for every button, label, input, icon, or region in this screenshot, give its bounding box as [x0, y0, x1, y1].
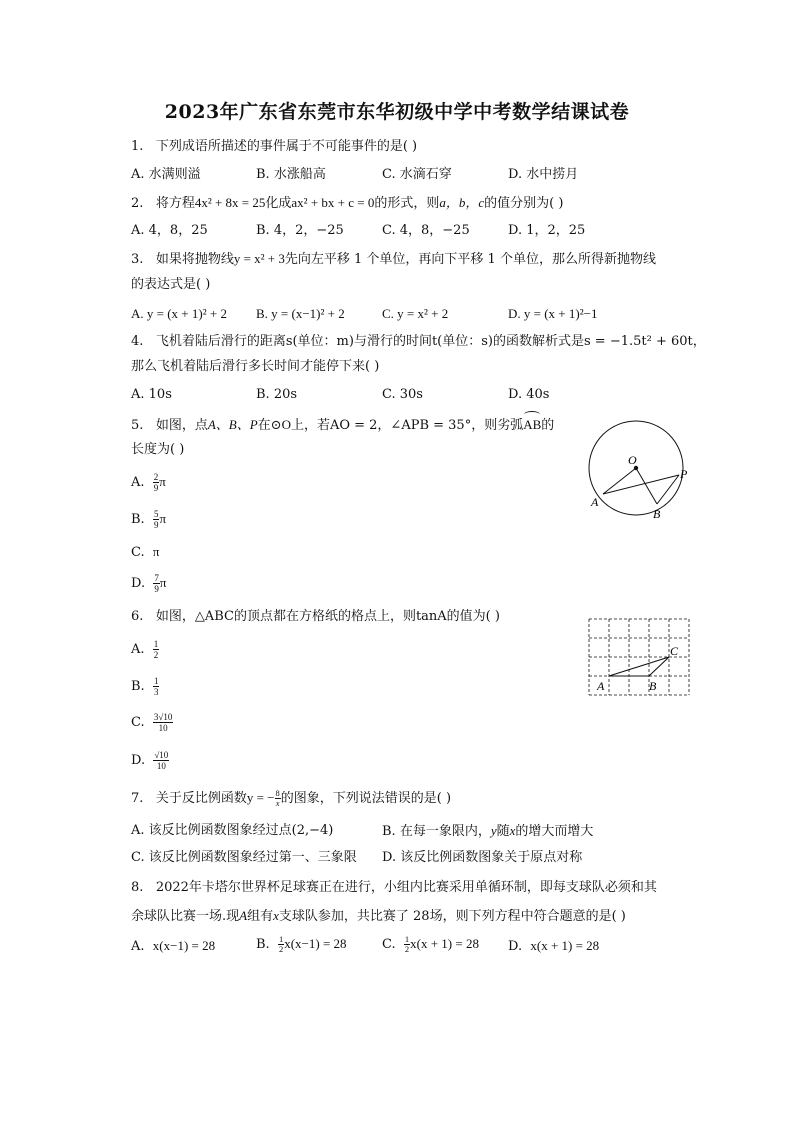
variable: A: [239, 908, 248, 923]
question-text: 将方程: [155, 196, 195, 211]
denominator: x: [275, 798, 280, 808]
q1-option-a: A. 水满则溢: [131, 167, 201, 182]
question-text: 的: [541, 418, 555, 433]
q4-option-b: B. 20s: [256, 387, 298, 402]
question-7: [131, 789, 451, 808]
question-number: 2.: [131, 196, 144, 211]
option-label: C.: [382, 937, 396, 952]
numerator: 1: [153, 676, 159, 686]
equation: y = x² + 3: [233, 251, 285, 266]
option-label: C.: [131, 715, 145, 730]
question-text: 的形式，则: [374, 196, 440, 211]
label-b: B: [649, 679, 657, 693]
option-label: C.: [131, 545, 145, 560]
circle-figure: [585, 420, 695, 526]
question-4: [131, 333, 706, 350]
q2-option-d: D. 1，2，25: [508, 223, 586, 238]
label-c: C: [670, 644, 679, 658]
question-3-line-2: 的表达式是( ): [131, 277, 211, 292]
option-text: 随: [496, 824, 510, 839]
option-label: D.: [131, 576, 146, 591]
q8-option-b: [256, 935, 347, 954]
q1-option-c: C. 水滴石穿: [382, 167, 452, 182]
grid-figure: [586, 616, 692, 698]
q8-option-a: [131, 937, 215, 955]
numerator: 5: [153, 509, 159, 519]
option-label: A.: [131, 642, 145, 657]
question-text: 下列成语所描述的事件属于不可能事件的是( ): [155, 139, 418, 154]
option-expression: x(x + 1) = 28: [410, 936, 479, 951]
question-3: [131, 250, 656, 268]
q1-option-d: D. 水中捞月: [508, 167, 579, 182]
q3-option-b: B. y = (x−1)² + 2: [256, 306, 345, 321]
q1-option-b: B. 水涨船高: [256, 167, 326, 182]
numerator: 1: [404, 934, 410, 944]
pi-symbol: π: [159, 575, 167, 590]
question-2: [131, 194, 563, 212]
option-label: A.: [131, 939, 145, 954]
denominator: 2: [278, 944, 284, 954]
question-text: 先向左平移 1 个单位，再向下平移 1 个单位，那么所得新抛物线: [284, 252, 656, 267]
q8-option-d: [508, 937, 599, 955]
question-number: 8.: [131, 880, 144, 895]
q4-option-a: A. 10s: [131, 387, 172, 402]
label-a: A: [597, 679, 605, 693]
question-text: 的图象，下列说法错误的是( ): [280, 791, 452, 806]
denominator: 10: [156, 761, 166, 771]
question-6: [131, 608, 500, 625]
question-text: 如果将抛物线: [155, 252, 234, 267]
question-text: 上，若AO = 2，∠APB = 35°，则劣弧: [290, 418, 524, 433]
option-label: D.: [508, 939, 523, 954]
numerator: 8: [275, 788, 280, 798]
option-expression: x(x−1) = 28: [152, 938, 216, 953]
label-a: A: [591, 495, 599, 509]
question-5-line-2: 长度为( ): [131, 442, 185, 457]
q7-option-b: [382, 822, 593, 840]
q7-option-a: A. 该反比例函数图象经过点(2,−4): [131, 823, 334, 838]
label-p: P: [680, 467, 688, 481]
option-text: 的增大而增大: [515, 824, 594, 839]
denominator: 2: [153, 650, 159, 660]
arc-label: AB: [523, 414, 541, 433]
denominator: 2: [404, 944, 410, 954]
variable: x: [509, 823, 516, 838]
numerator: 2: [153, 472, 159, 482]
q4-option-d: D. 40s: [508, 387, 550, 402]
question-text: 如图，点: [155, 418, 208, 433]
equation: ax² + bx + c = 0: [291, 195, 375, 210]
q4-option-c: C. 30s: [382, 387, 423, 402]
equation: 4x² + 8x = 25: [194, 195, 266, 210]
question-1: [131, 138, 417, 155]
option-expression: x(x + 1) = 28: [530, 938, 600, 953]
question-number: 4.: [131, 334, 144, 349]
numerator: 7: [154, 573, 159, 583]
question-text: 关于反比例函数: [155, 791, 247, 806]
page-title: 2023年广东省东莞市东华初级中学中考数学结课试卷: [164, 101, 630, 123]
fraction: [153, 676, 160, 697]
q5-option-b: [131, 509, 166, 530]
denominator: 3: [153, 687, 159, 697]
q6-option-d: [131, 750, 169, 771]
question-4-line-2: 那么飞机着陆后滑行多长时间才能停下来( ): [131, 359, 380, 374]
triangle-abc: [609, 657, 669, 676]
question-number: 3.: [131, 252, 144, 267]
question-text: 在: [257, 418, 271, 433]
numerator: 3√10: [153, 712, 173, 722]
question-text: 化成: [265, 196, 292, 211]
option-value: π: [152, 544, 160, 559]
function-head: y = −: [246, 790, 275, 805]
question-number: 5.: [131, 418, 144, 433]
numerator: √10: [154, 750, 169, 760]
question-text: 如图，△ABC的顶点都在方格纸的格点上，则tanA的值为( ): [155, 609, 500, 624]
label-b: B: [653, 507, 661, 521]
q6-option-b: [131, 676, 159, 697]
question-number: 6.: [131, 609, 144, 624]
option-label: D.: [131, 753, 146, 768]
option-label: B.: [131, 512, 145, 527]
denominator: 9: [154, 584, 159, 594]
q5-option-a: [131, 472, 166, 493]
question-text: 2022年卡塔尔世界杯足球赛正在进行，小组内比赛采用单循环制，即每支球队必须和其: [155, 880, 657, 895]
question-8: [131, 879, 657, 896]
variable: y: [490, 823, 497, 838]
option-label: B.: [256, 937, 270, 952]
q7-option-d: D. 该反比例函数图象关于原点对称: [382, 850, 583, 865]
q8-option-c: [382, 935, 479, 954]
option-expression: x(x−1) = 28: [284, 936, 347, 951]
option-label: B.: [131, 679, 145, 694]
label-o: O: [628, 453, 637, 467]
fraction: [153, 712, 173, 733]
question-text: 余球队比赛一场.现: [131, 909, 240, 924]
denominator: 10: [158, 723, 168, 733]
question-5: [131, 414, 554, 434]
numerator: 1: [153, 639, 159, 649]
variable: x: [273, 908, 279, 923]
question-number: 1.: [131, 139, 144, 154]
q6-option-c: [131, 712, 173, 733]
q2-option-b: B. 4，2，−25: [256, 223, 344, 238]
q7-option-c: C. 该反比例函数图象经过第一、三象限: [131, 850, 357, 865]
q3-option-a: A. y = (x + 1)² + 2: [131, 306, 227, 321]
numerator: 1: [278, 934, 284, 944]
q5-option-d: [131, 573, 166, 594]
circle-symbol: ⊙O: [270, 417, 291, 432]
denominator: 9: [153, 483, 159, 493]
q6-option-a: [131, 639, 159, 660]
fraction: [153, 750, 169, 771]
question-number: 7.: [131, 791, 144, 806]
q2-option-a: A. 4，8，25: [131, 223, 208, 238]
points: A、B、P: [207, 417, 258, 432]
q2-option-c: C. 4，8，−25: [382, 223, 470, 238]
fraction: [153, 639, 160, 660]
question-text: 飞机着陆后滑行的距离s(单位：m)与滑行的时间t(单位：s)的函数解析式是s = −1.5t² + 60t，: [155, 334, 706, 349]
denominator: 9: [153, 520, 159, 530]
option-label: A.: [131, 475, 145, 490]
pi-symbol: π: [159, 474, 166, 489]
question-8-line-2: [131, 907, 626, 925]
question-text: 组有: [247, 909, 274, 924]
q3-option-d: D. y = (x + 1)²−1: [508, 306, 598, 321]
q5-option-c: [131, 543, 159, 561]
question-text: 的值分别为( ): [484, 196, 564, 211]
question-text: 支球队参加，共比赛了 28场，则下列方程中符合题意的是( ): [278, 909, 626, 924]
pi-symbol: π: [159, 511, 167, 526]
segment-ob: [636, 468, 657, 504]
q3-option-c: C. y = x² + 2: [382, 306, 449, 321]
variables: a，b，c: [439, 195, 485, 210]
option-text: B. 在每一象限内，: [382, 824, 491, 839]
